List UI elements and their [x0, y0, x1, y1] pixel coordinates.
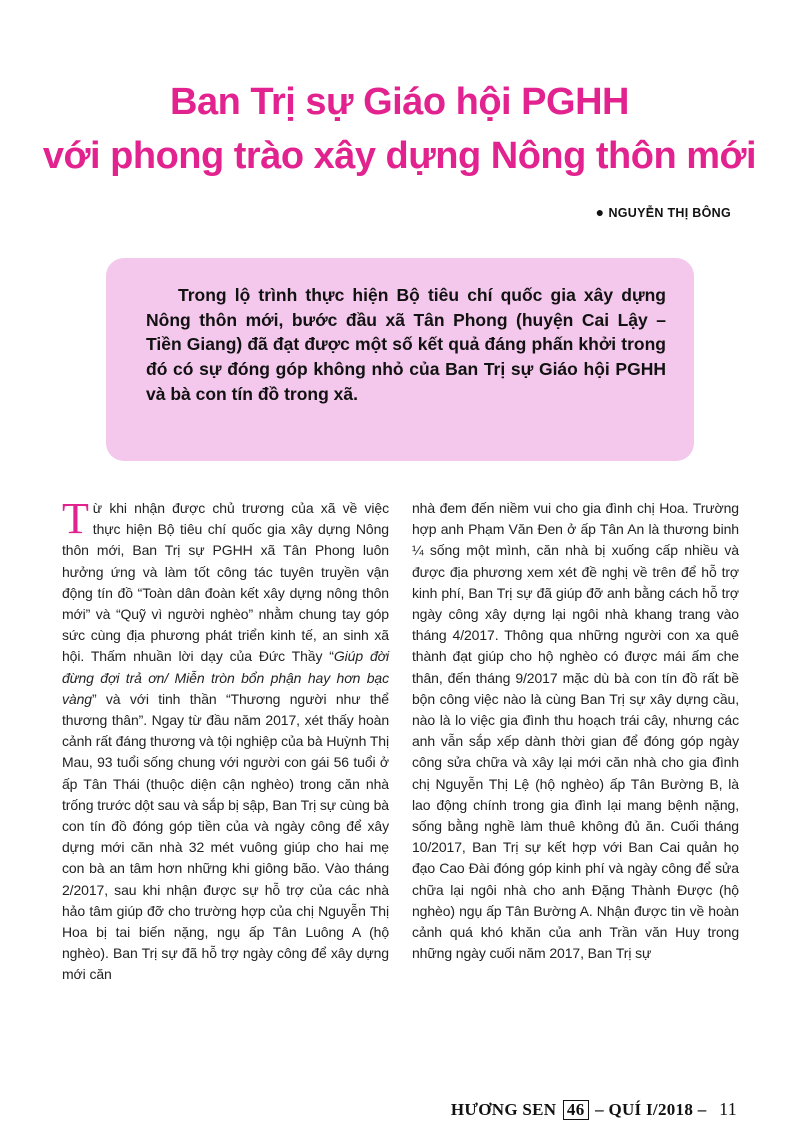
body-column-left [62, 494, 389, 986]
drop-cap: T [62, 494, 89, 543]
lead-box [106, 258, 694, 461]
magazine-name: HƯƠNG SEN [450, 1100, 557, 1119]
body-text-left: ừ khi nhận được chủ trương của xã về việc thực hiện Bộ tiêu chí quốc gia xây dựng Nông thôn mới, Ban Trị sự PGHH xã Tân Phong luôn hưởng ứng và làm tốt công tác tuyên truyền vận động tín đồ “Toàn dân đoàn kết xây dựng nông thôn mới” và “Quỹ vì người nghèo” nhằm chung tay góp sức cùng địa phương phát triển kinh tế, an sinh xã hội. Thấm nhuần lời dạy của Đức Thầy “ [62, 500, 389, 665]
article-title-line-2: với phong trào xây dựng Nông thôn mới [42, 135, 757, 177]
body-column-right: nhà đem đến niềm vui cho gia đình chị Hoa. Trường hợp anh Phạm Văn Đen ở ấp Tân An là thương binh ¼ sống một mình, căn nhà bị xuống cấp nhiều và được địa phương xem xét đề nghị về trên để hỗ trợ kinh phí, Ban Trị sự đã giúp đỡ anh bằng cách hỗ trợ ngày công xây dựng lại ngôi nhà khang trang vào tháng 4/2017. Thông qua những người con xa quê thành đạt giúp cho hộ nghèo có được mái ấm che thân, đến tháng 9/2017 mặc dù bà con tín đồ rất bề bộn công việc nào là cùng Ban Trị sự xây dựng cầu, nào là lo việc gia đình thu hoạch trái cây, nhưng các anh vẫn sắp xếp dành thời gian để đóng góp ngày công sửa chữa và xây lại mới căn nhà cho gia đình chị Nguyễn Thị Lệ (hộ nghèo) ấp Tân Bường B, là lao động chính trong gia đình lại mang bệnh nặng, sống bằng nghề làm thuê không đủ ăn. Cuối tháng 10/2017, Ban Trị sự kết hợp với Ban Cai quản họ đạo Cao Đài đóng góp kinh phí và ngày công để sửa chữa lại ngôi nhà cho anh Đặng Thành Được (hộ nghèo) ngụ ấp Tân Bường A. Nhận được tin về hoàn cảnh quá khó khăn của anh Trần văn Huy trong những ngày cuối năm 2017, Ban Trị sự [412, 500, 739, 962]
page-footer [451, 1099, 737, 1120]
body-text-left-continued: ” và với tinh thần “Thương người như thể thương thân”. Ngay từ đầu năm 2017, xét thấy hoàn cảnh rất đáng thương và tội nghiệp của bà Huỳnh Thị Mau, 93 tuổi sống chung với người con gái 56 tuổi ở ấp Tân Thái (thuộc diện cận nghèo) trong căn nhà trống trước dột sau và sắp bị sập, Ban Trị sự cùng bà con tín đồ đóng góp tiền của và ngày công để xây dựng mới căn nhà 32 mét vuông giúp cho hai mẹ con bà an tâm hơn những khi giông bão. Vào tháng 2/2017, sau khi nhận được sự hỗ trợ của các nhà hảo tâm giúp đỡ cho trường hợp của chị Nguyễn Thị Hoa bị tai biến nặng, ngụ ấp Tân Luông A (hộ nghèo). Ban Trị sự đã hỗ trợ ngày công để xây dựng mới căn [62, 690, 389, 983]
bullet-icon: ● [595, 204, 605, 220]
quote-text: Giúp đời đừng đợi trả ơn/ Miễn tròn bổn phận hay hơn bạc vàng [62, 648, 389, 707]
page-number: 11 [719, 1099, 737, 1119]
article-title-line-1: Ban Trị sự Giáo hội PGHH [170, 81, 629, 123]
lead-paragraph: Trong lộ trình thực hiện Bộ tiêu chí quốc gia xây dựng Nông thôn mới, bước đầu xã Tân Phong (huyện Cai Lậy – Tiền Giang) đã đạt được một số kết quả đáng phấn khởi trong đó có sự đóng góp không nhỏ của Ban Trị sự Giáo hội PGHH và bà con tín đồ trong xã. [146, 285, 666, 404]
issue-period: – QUÍ I/2018 – [595, 1100, 707, 1119]
author-byline [596, 204, 731, 220]
author-name: NGUYỄN THỊ BÔNG [608, 206, 731, 220]
issue-number: 46 [563, 1100, 589, 1120]
